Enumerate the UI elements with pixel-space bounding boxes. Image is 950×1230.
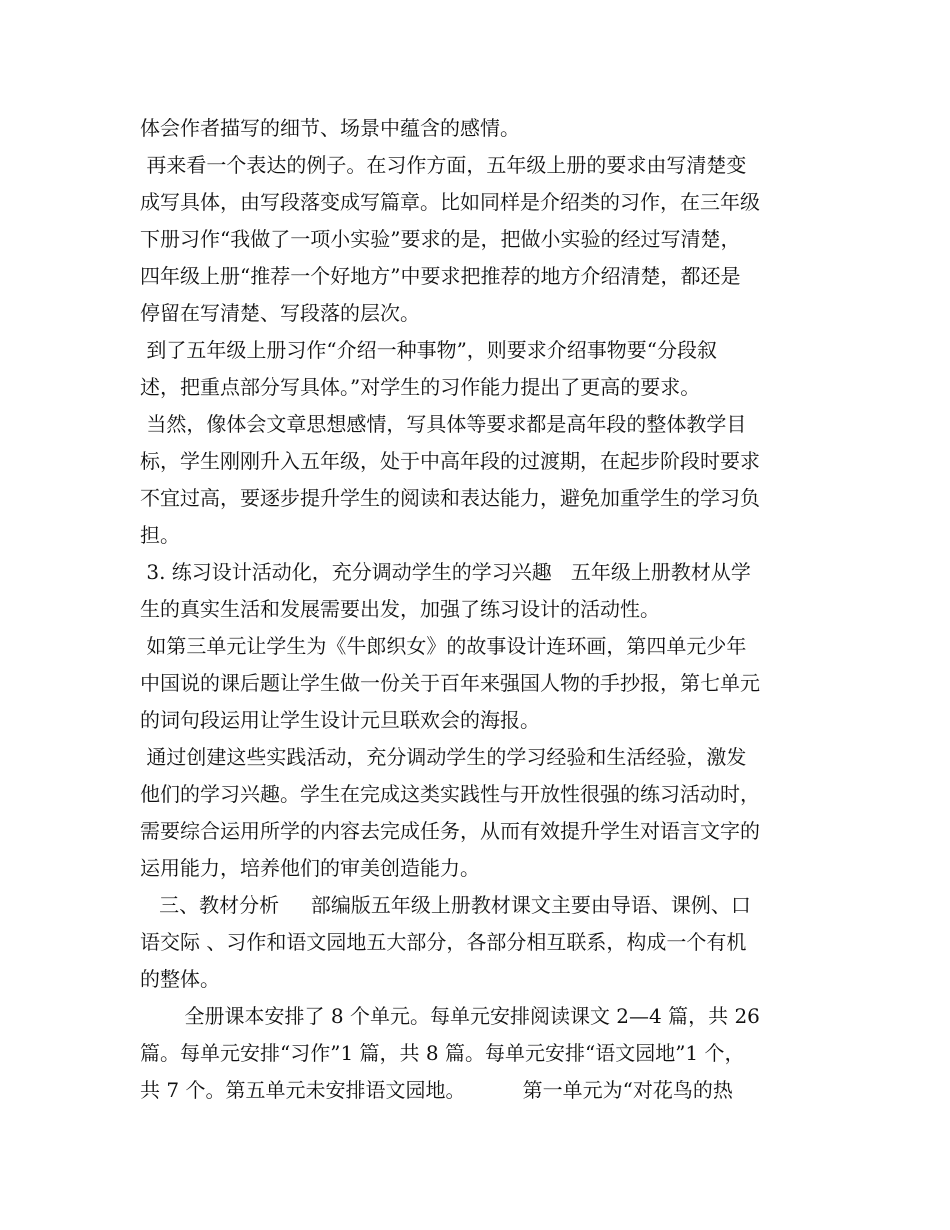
text-line: 标，学生刚刚升入五年级，处于中高年段的过渡期，在起步阶段时要求 — [140, 449, 760, 473]
text-line: 三、教材分析 部编版五年级上册教材课文主要由导语、课例、口 — [140, 893, 751, 917]
text-line: 需要综合运用所学的内容去完成任务，从而有效提升学生对语言文字的 — [140, 819, 760, 843]
text-line: 成写具体，由写段落变成写篇章。比如同样是介绍类的习作，在三年级 — [140, 190, 760, 214]
text-line: 他们的学习兴趣。学生在完成这类实践性与开放性很强的练习活动时， — [140, 782, 760, 806]
text-line: 3. 练习设计活动化，充分调动学生的学习兴趣 五年级上册教材从学 — [140, 560, 751, 584]
text-line: 担。 — [140, 523, 180, 547]
text-line: 四年级上册“推荐一个好地方”中要求把推荐的地方介绍清楚，都还是 — [140, 264, 741, 288]
text-line: 篇。每单元安排“习作”1 篇，共 8 篇。每单元安排“语文园地”1 个， — [140, 1041, 745, 1065]
text-line: 生的真实生活和发展需要出发，加强了练习设计的活动性。 — [140, 597, 660, 621]
text-line: 到了五年级上册习作“介绍一种事物”，则要求介绍事物要“分段叙 — [140, 338, 718, 362]
text-line: 全册课本安排了 8 个单元。每单元安排阅读课文 2—4 篇，共 26 — [140, 1004, 760, 1028]
text-line: 不宜过高，要逐步提升学生的阅读和表达能力，避免加重学生的学习负 — [140, 486, 760, 510]
text-line: 述，把重点部分写具体。”对学生的习作能力提出了更高的要求。 — [140, 375, 701, 399]
text-line: 再来看一个表达的例子。在习作方面，五年级上册的要求由写清楚变 — [140, 153, 747, 177]
text-line: 下册习作“我做了一项小实验”要求的是，把做小实验的经过写清楚， — [140, 227, 741, 251]
text-line: 停留在写清楚、写段落的层次。 — [140, 301, 420, 325]
text-line: 中国说的课后题让学生做一份关于百年来强国人物的手抄报，第七单元 — [140, 671, 760, 695]
text-line: 共 7 个。第五单元未安排语文园地。 第一单元为“对花鸟的热 — [140, 1078, 733, 1102]
text-line: 体会作者描写的细节、场景中蕴含的感情。 — [140, 116, 520, 140]
text-line: 如第三单元让学生为《牛郎织女》的故事设计连环画，第四单元少年 — [140, 634, 747, 658]
text-line: 的整体。 — [140, 967, 220, 991]
text-line: 语交际 、习作和语文园地五大部分，各部分相互联系，构成一个有机 — [140, 930, 747, 954]
text-line: 通过创建这些实践活动，充分调动学生的学习经验和生活经验，激发 — [140, 745, 747, 769]
text-line: 运用能力，培养他们的审美创造能力。 — [140, 856, 480, 880]
text-line: 的词句段运用让学生设计元旦联欢会的海报。 — [140, 708, 540, 732]
text-line: 当然，像体会文章思想感情，写具体等要求都是高年段的整体教学目 — [140, 412, 747, 436]
